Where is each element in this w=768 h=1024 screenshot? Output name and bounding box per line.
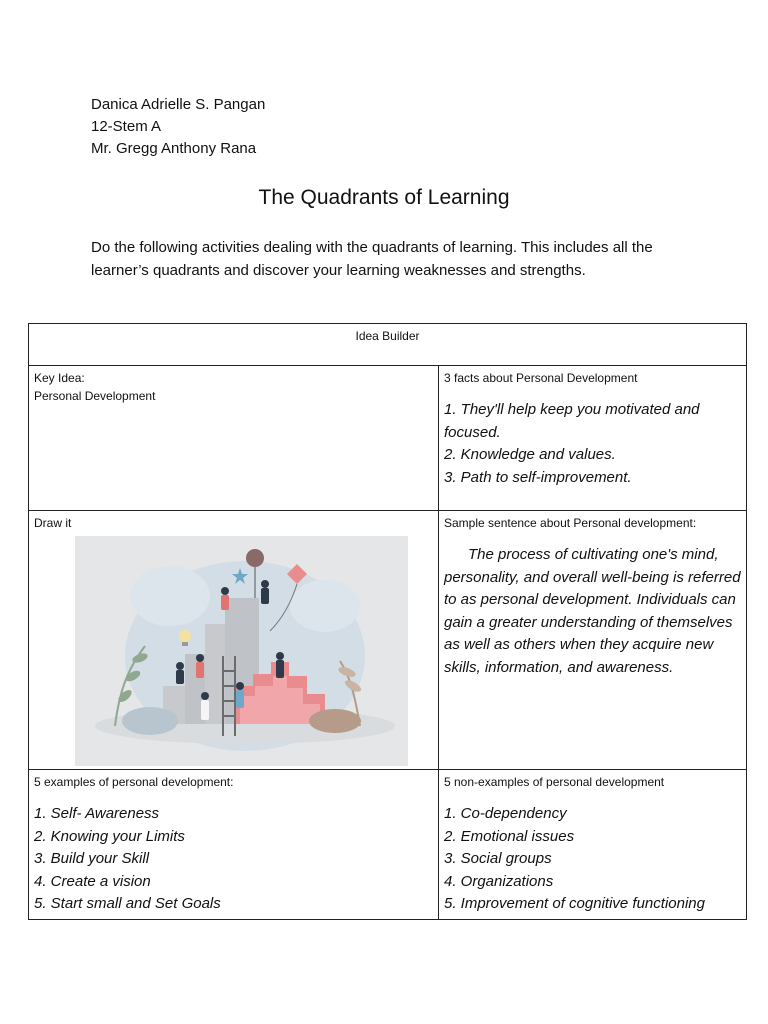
sample-sentence-label: Sample sentence about Personal development: [444,516,697,530]
key-idea-cell [29,366,439,511]
personal-development-illustration [75,536,408,766]
draw-it-cell [29,511,439,770]
draw-it-label: Draw it [34,516,72,530]
student-section: 12-Stem A [91,118,162,135]
examples-list [34,803,433,916]
document-title: The Quadrants of Learning [258,186,510,209]
sample-sentence-text: The process of cultivating one's mind, personality, and overall well-being is referred to as personal development. Individuals can gain a greater understanding of themselves as well as others when they acquire new skills, information, and awareness. [444,546,741,676]
non-examples-list [444,803,741,916]
list-item: 4. Create a vision [34,872,151,890]
list-item: 1. Self- Awareness [34,805,160,822]
facts-cell [439,366,747,511]
key-idea-label: Key Idea: [34,371,85,385]
list-item: 3. Path to self-improvement. [444,468,632,486]
list-item: 3. Build your Skill [34,850,150,867]
idea-builder-table [28,323,747,920]
sample-sentence-cell [439,511,747,770]
student-name: Danica Adrielle S. Pangan [91,96,266,113]
non-examples-cell [439,770,747,920]
list-item: 1. Co-dependency [444,805,567,822]
examples-label: 5 examples of personal development: [34,775,234,789]
list-item: 1. They'll help keep you motivated and focused. [444,401,700,441]
list-item: 3. Social groups [444,850,552,867]
list-item: 5. Start small and Set Goals [34,895,221,912]
list-item: 2. Knowledge and values. [444,446,616,463]
instructions-paragraph: Do the following activities dealing with the quadrants of learning. This includes all the learner’s quadrants and discover your learning weaknesses and strengths. [91,239,653,279]
list-item: 4. Organizations [444,872,554,890]
examples-cell [29,770,439,920]
list-item: 2. Knowing your Limits [34,827,185,845]
table-heading: Idea Builder [29,324,747,366]
teacher-name: Mr. Gregg Anthony Rana [91,140,257,157]
list-item: 5. Improvement of cognitive functioning [444,895,705,912]
list-item: 2. Emotional issues [444,827,575,845]
key-idea-value: Personal Development [34,389,156,403]
student-info [91,94,265,160]
non-examples-label: 5 non-examples of personal development [444,775,665,789]
facts-list [444,399,741,489]
facts-label: 3 facts about Personal Development [444,371,638,385]
